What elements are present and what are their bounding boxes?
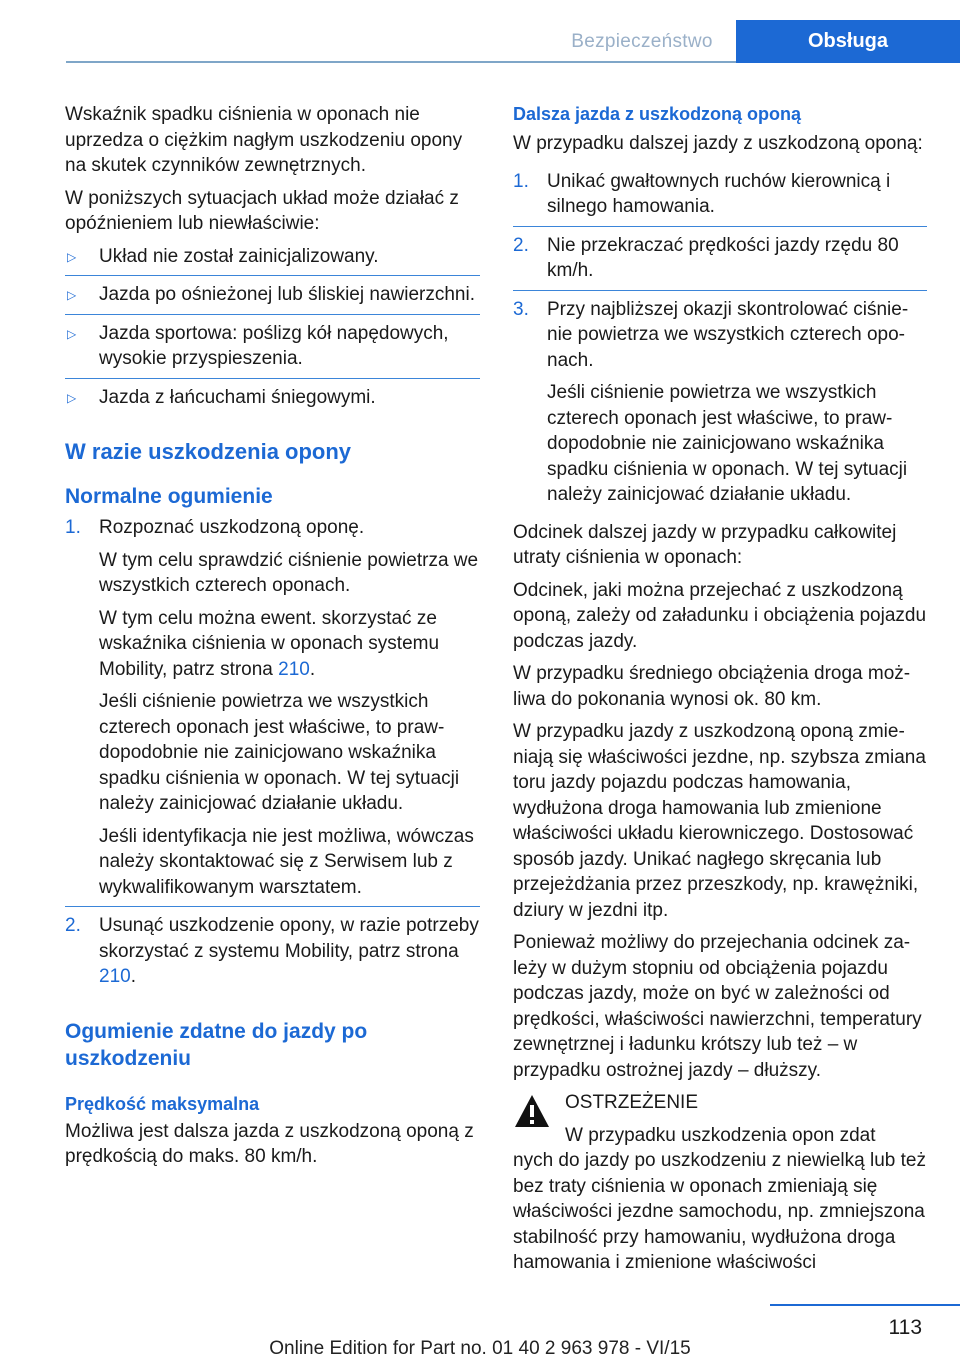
page-link-210[interactable]: 210 (99, 966, 131, 987)
step-text: Jeśli ciśnienie powietrza we wszystkich czterech oponach jest właściwe, to prawdopodobnie nie zainicjowano wskaźnika spadku ciśnienia w oponach. W tej sytuacji należy zainicjować działanie układu. (547, 382, 908, 505)
list-item-text: Układ nie został zainicjalizowany. (99, 245, 379, 267)
heading-max-speed: Prędkość maksymalna (65, 1093, 260, 1114)
step-text: W tym celu można ewent. skorzystać ze wskaźnika ciśnienia w oponach systemu Mobility, patrz strona 210. (99, 607, 440, 680)
warning-triangle-icon (513, 1092, 551, 1130)
steps-list (65, 515, 480, 996)
step-item (65, 913, 480, 996)
list-item-text: Jazda z łańcuchami śniegowymi. (99, 386, 376, 408)
list-item (513, 233, 927, 291)
edition-footer: Online Edition for Part no. 01 40 2 963 978 - VI/15 (269, 1338, 691, 1359)
footer-rule (770, 1304, 960, 1306)
tab-safety[interactable]: Bezpieczeństwo (571, 31, 713, 52)
tab-operation[interactable]: Obsługa (736, 20, 960, 63)
heading-tire-damage: W razie uszkodzenia opony (65, 439, 352, 464)
paragraph-tpms-warning: Wskaźnik spadku ciśnienia w oponach nie uprzedza o ciężkim nagłym uszkodzeniu opony na skutek czynników zewnętrznych. (65, 104, 463, 176)
left-column (65, 102, 480, 1177)
step-text: Jeśli ciśnienie powietrza we wszystkich czterech oponach jest właściwe, to prawdopodobnie nie zainicjowano wskaźnika spadku ciśnienia w oponach. W tej sytuacji należy zainicjować działanie układu. (99, 691, 460, 814)
list-item (513, 297, 927, 514)
paragraph-max-speed: Możliwa jest dalsza jazda z uszkodzoną oponą z prędkością do maks. 80 km/h. (65, 1120, 474, 1167)
list-item (513, 169, 927, 227)
list-item (65, 244, 480, 277)
situations-list (65, 244, 480, 417)
triangle-bullet-icon: ▷ (67, 288, 77, 302)
step-text: Usunąć uszkodzenie opony, w razie potrzeby skorzystać z systemu Mobility, patrz strona 210. (99, 915, 479, 987)
paragraph-medium-load: W przypadku średniego obciążenia droga możliwa do pokonania wynosi ok. 80 km. (513, 663, 911, 710)
list-item-text: Jazda sportowa: poślizg kół napędowych, wysokie przyspieszenia. (99, 322, 449, 369)
step-text: Unikać gwałtownych ruchów kierownicą i silnego hamowania. (547, 170, 891, 217)
list-item (65, 385, 480, 417)
triangle-bullet-icon: ▷ (67, 326, 77, 341)
step-text: W tym celu sprawdzić ciśnienie powietrza we wszystkich czterech oponach. (99, 549, 479, 596)
heading-runflat: Ogumienie zdatne do jazdy po uszkodzeniu (65, 1019, 368, 1070)
paragraph-delayed-situations: W poniższych sytuacjach układ może działać z opóźnieniem lub niewłaściwie: (65, 187, 459, 234)
warning-text-continued: nych do jazdy po uszkodzeniu z niewielką lub też bez traty ciśnienia w oponach zmieniają się właściwości jezdne samochodu, np. zmniejszona stabilność przy hamowaniu, wydłużona droga hamowania i zmienione właściwości (513, 1150, 926, 1273)
page-link-210[interactable]: 210 (278, 658, 310, 680)
triangle-bullet-icon: ▷ (67, 390, 77, 405)
paragraph-intro: W przypadku dalszej jazdy z uszkodzoną oponą: (513, 133, 923, 154)
step-title: Rozpoznać uszkodzoną oponę. (99, 517, 365, 538)
list-item (65, 321, 480, 379)
right-column (513, 102, 927, 1276)
paragraph-because: Ponieważ możliwy do przejechania odcinek zależy w dużym stopniu od obciążenia pojazdu podczas jazdy, może on być w zależności od prędkości, właściwości nawierzchni, temperatury zewnętrznej i ładunku krótszy lub też – w przypadku ostrożnej jazdy – dłuższy. (513, 932, 922, 1081)
warning-title: OSTRZEŻENIE (565, 1092, 699, 1113)
warning-box (513, 1090, 927, 1276)
step-number: 2. (65, 915, 81, 936)
paragraph-distance: Odcinek, jaki można przejechać z uszkodzoną oponą, zależy od załadunku i obciążenia pojazdu podczas jazdy. (513, 579, 927, 652)
warning-text: W przypadku uszkodzenia opon zdat (565, 1124, 876, 1146)
step-number: 3. (513, 298, 529, 320)
continue-list (513, 169, 927, 514)
list-item (65, 282, 480, 315)
step-number: 1. (513, 170, 529, 192)
step-item (65, 515, 480, 907)
step-text: Przy najbliższej okazji skontrolować ciśnienie powietrza we wszystkich czterech oponach. (547, 298, 909, 371)
step-number: 2. (513, 234, 529, 256)
page-number: 113 (888, 1316, 922, 1339)
step-text: Nie przekraczać prędkości jazdy rzędu 80 km/h. (547, 234, 899, 281)
paragraph-handling: W przypadku jazdy z uszkodzoną oponą zmieniają się właściwości jezdne, np. szybsza zmiana toru jazdy pojazdu podczas hamowania, wydłużona droga hamowania lub zmienione właściwości układu kierowniczego. Dostosować sposób jazdy. Unikać nagłego skręcania lub przejeżdżania przez przeszkody, np. krawężniki, dziury w jezdni itp. (513, 721, 926, 921)
paragraph-distance-label: Odcinek dalszej jazdy w przypadku całkowitej utraty ciśnienia w oponach: (513, 521, 897, 568)
heading-continue-driving: Dalsza jazda z uszkodzoną oponą (513, 104, 802, 124)
step-number: 1. (65, 517, 81, 538)
list-item-text: Jazda po ośnieżonej lub śliskiej nawierzchni. (99, 284, 475, 305)
triangle-bullet-icon: ▷ (67, 249, 77, 264)
heading-normal-tires: Normalne ogumienie (65, 485, 273, 508)
step-text: Jeśli identyfikacja nie jest możliwa, wówczas należy skontaktować się z Serwisem lub z wykwalifikowanym warsztatem. (99, 825, 474, 898)
